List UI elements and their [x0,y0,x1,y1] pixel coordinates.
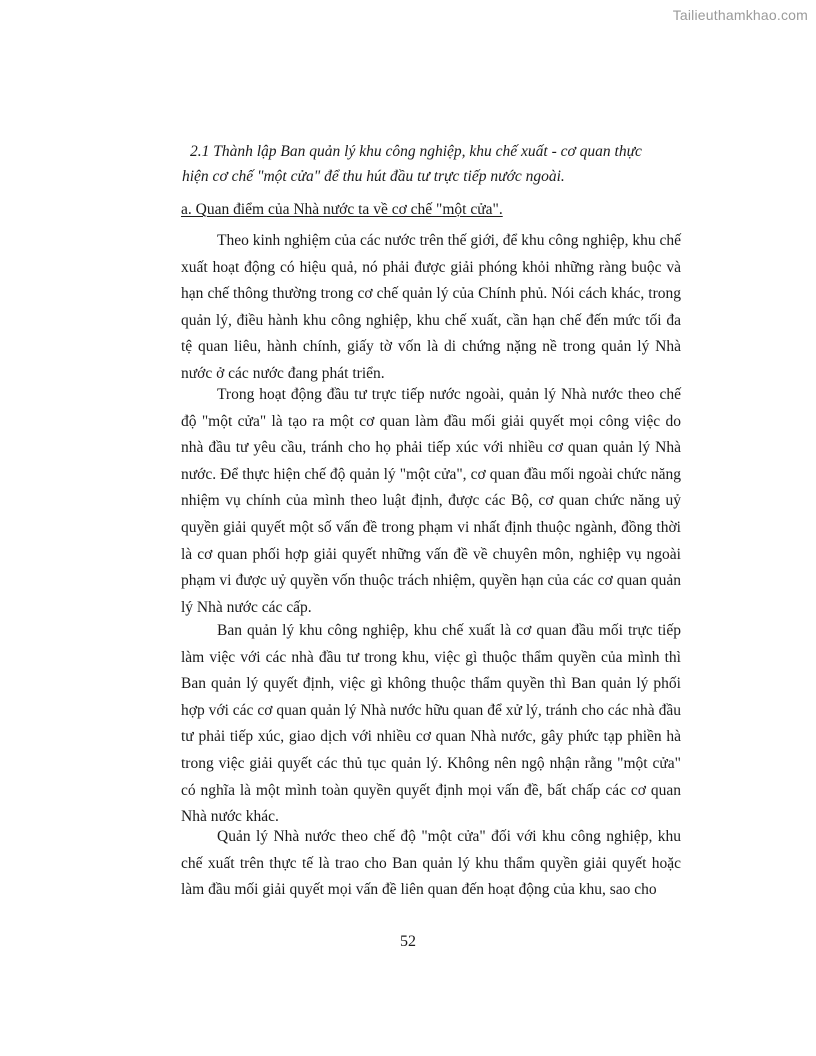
paragraph-1: Theo kinh nghiệm của các nước trên thế giới, để khu công nghiệp, khu chế xuất hoạt động có hiệu quả, nó phải được giải phóng khỏi những ràng buộc và hạn chế thông thường trong cơ chế quản lý của Chính phủ. Nói cách khác, trong quản lý, điều hành khu công nghiệp, khu chế xuất, cần hạn chế đến mức tối đa tệ quan liêu, hành chính, giấy tờ vốn là di chứng nặng nề trong quản lý Nhà nước ở các nước đang phát triển. [181,232,681,382]
section-heading [182,139,690,189]
paragraph-3: Ban quản lý khu công nghiệp, khu chế xuất là cơ quan đầu mối trực tiếp làm việc với các nhà đầu tư trong khu, việc gì thuộc thẩm quyền của mình thì Ban quản lý quyết định, việc gì không thuộc thẩm quyền thì Ban quản lý phối hợp với các cơ quan quản lý Nhà nước hữu quan để xử lý, tránh cho các nhà đầu tư phải tiếp xúc, giao dịch với nhiều cơ quan Nhà nước, gây phức tạp phiền hà trong việc giải quyết các thủ tục quản lý. Không nên ngộ nhận rằng "một cửa" có nghĩa là một mình toàn quyền quyết định mọi vấn đề, bất chấp các cơ quan Nhà nước khác. [181,622,681,826]
section-heading-line-2: hiện cơ chế "một cửa" để thu hút đầu tư trực tiếp nước ngoài. [182,168,565,185]
paragraph-2: Trong hoạt động đầu tư trực tiếp nước ngoài, quản lý Nhà nước theo chế độ "một cửa" là tạo ra một cơ quan làm đầu mối giải quyết mọi công việc do nhà đầu tư yêu cầu, tránh cho họ phải tiếp xúc với nhiều cơ quan quản lý Nhà nước. Để thực hiện chế độ quản lý "một cửa", cơ quan đầu mối ngoài chức năng nhiệm vụ chính của mình theo luật định, được các Bộ, cơ quan chức năng uỷ quyền giải quyết một số vấn đề trong phạm vi nhất định thuộc ngành, đồng thời là cơ quan phối hợp giải quyết những vấn đề về chuyên môn, nghiệp vụ ngoài phạm vi được uỷ quyền vốn thuộc trách nhiệm, quyền hạn của các cơ quan quản lý Nhà nước các cấp. [181,386,681,616]
page-number: 52 [400,933,416,950]
subheading: a. Quan điểm của Nhà nước ta về cơ chế "một cửa". [181,201,503,218]
watermark: Tailieuthamkhao.com [672,7,808,23]
paragraph-4: Quản lý Nhà nước theo chế độ "một cửa" đối với khu công nghiệp, khu chế xuất trên thực tế là trao cho Ban quản lý khu thẩm quyền giải quyết hoặc làm đầu mối giải quyết mọi vấn đề liên quan đến hoạt động của khu, sao cho [181,828,681,899]
section-heading-line-1: 2.1 Thành lập Ban quản lý khu công nghiệp, khu chế xuất - cơ quan thực [190,143,642,160]
